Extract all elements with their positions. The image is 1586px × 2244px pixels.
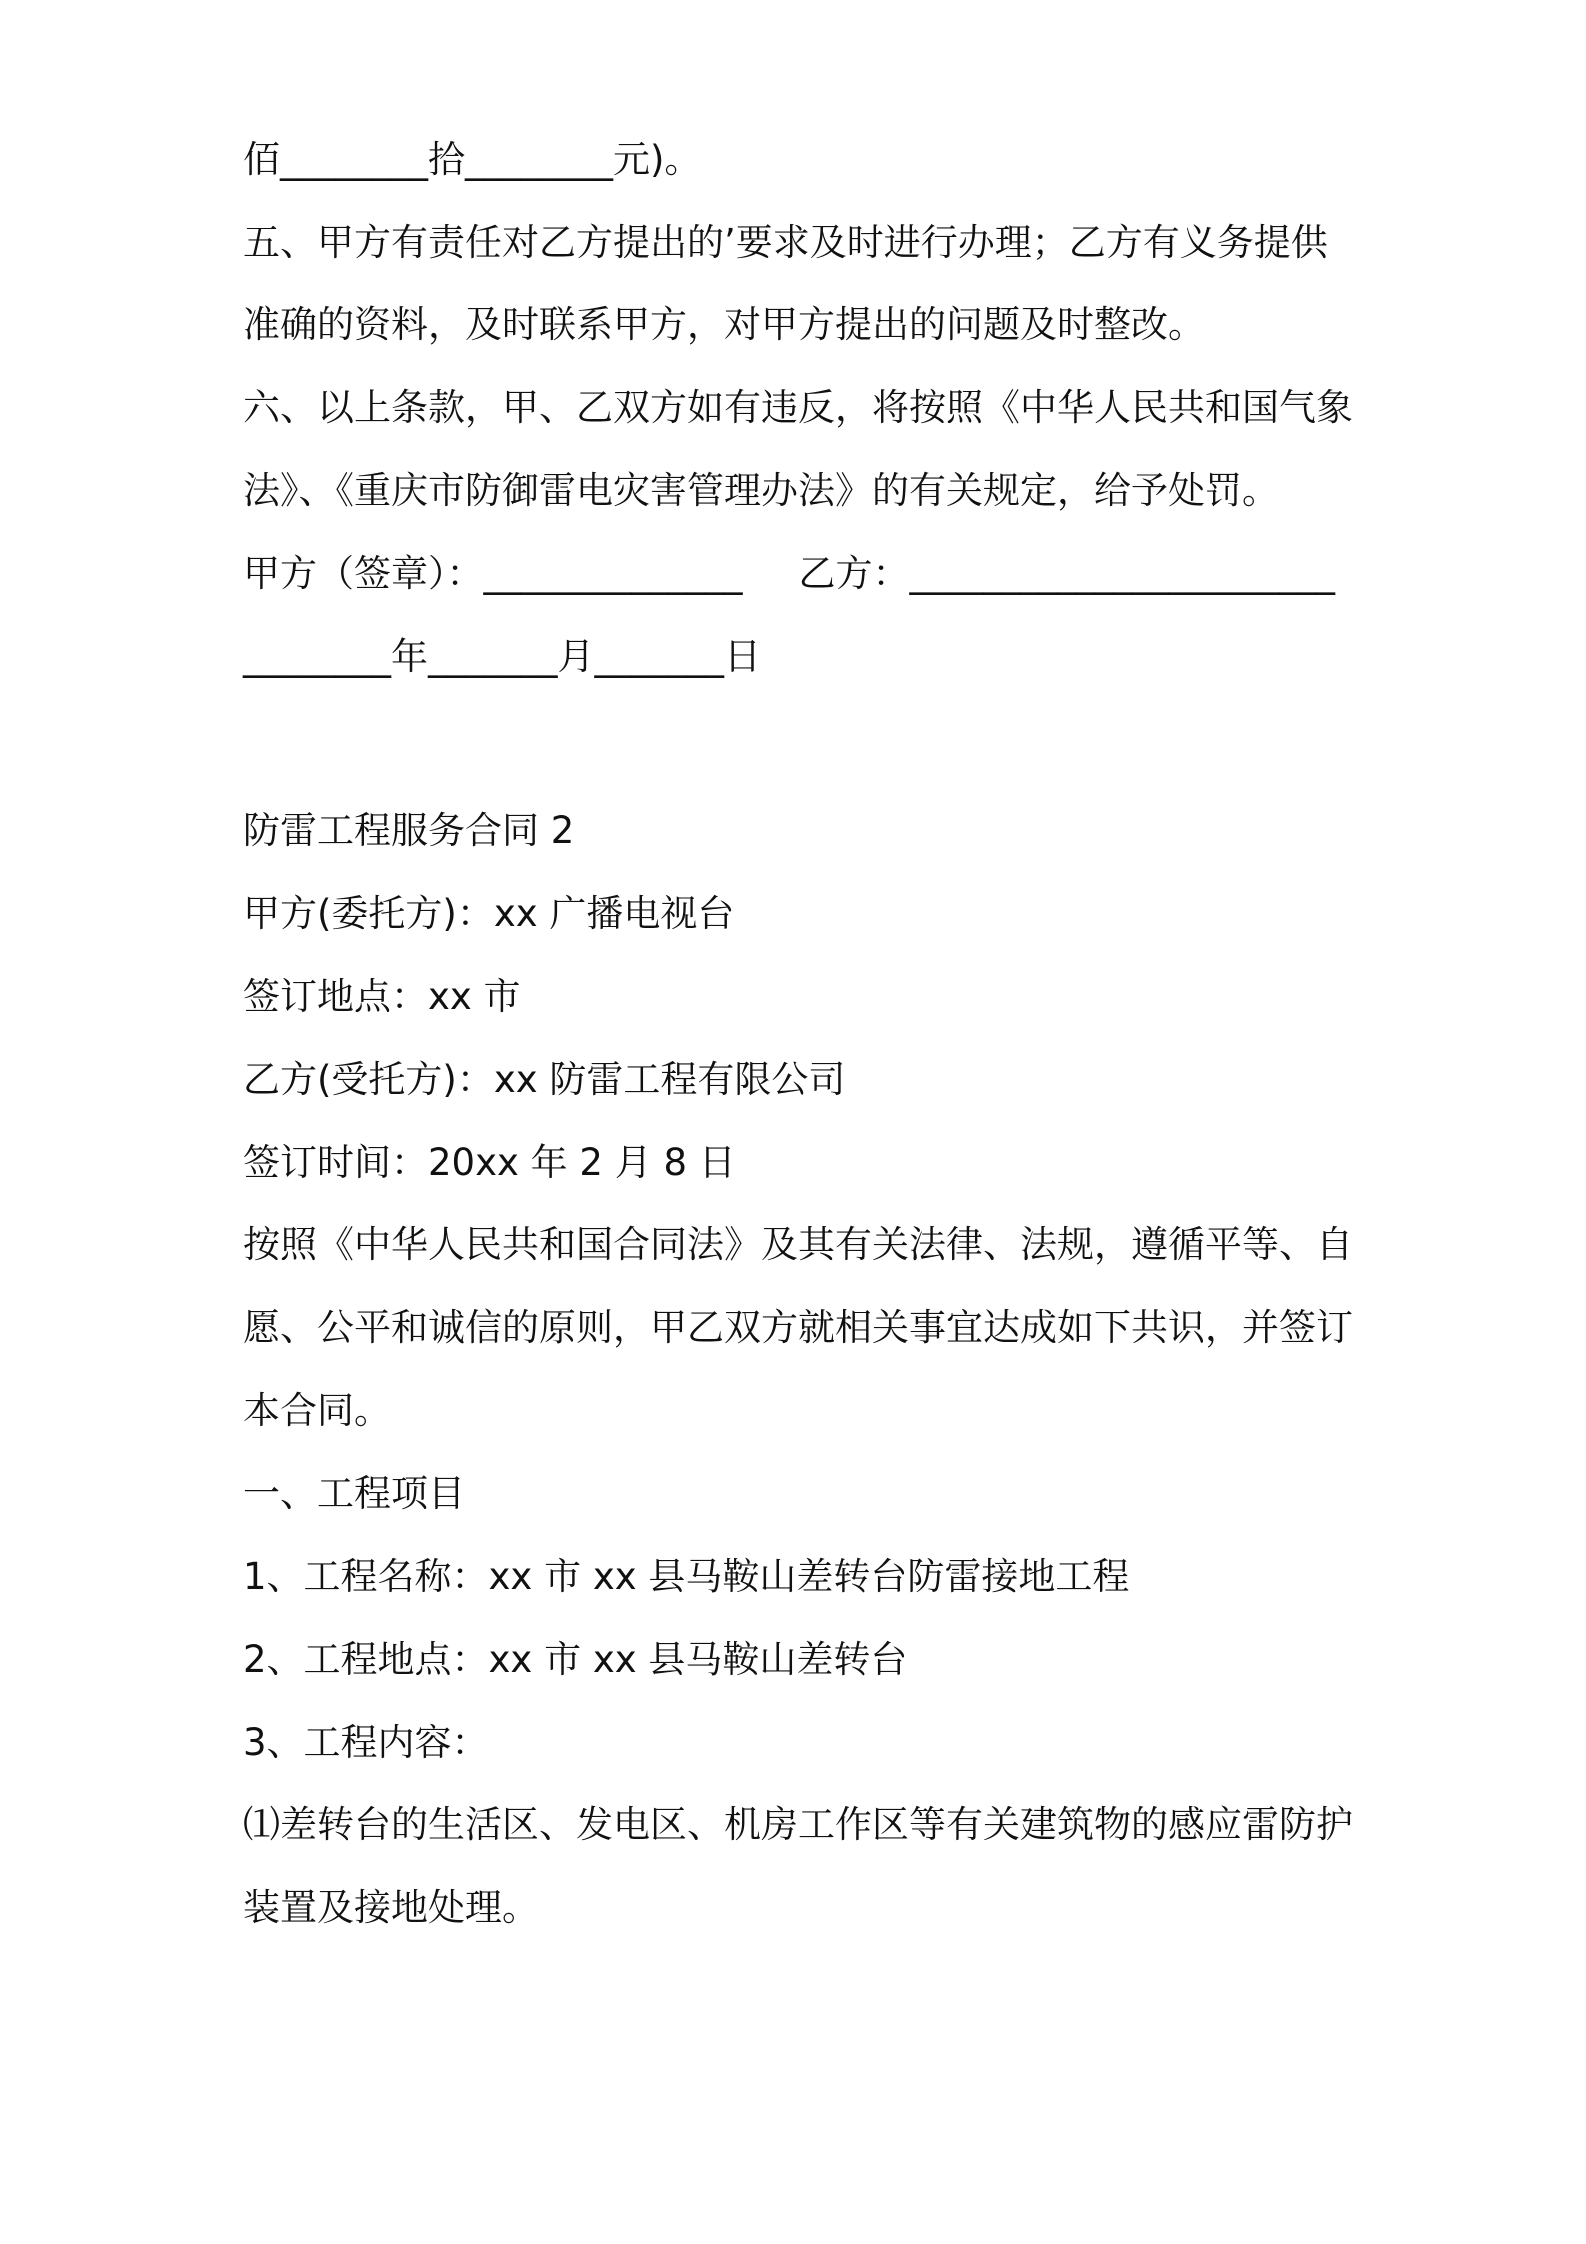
text-line-1: 佰________拾________元)。 bbox=[243, 138, 702, 181]
text-line-4: 六、以上条款，甲、乙双方如有违反，将按照《中华人民共和国气象 bbox=[243, 386, 1353, 429]
section-heading: 一、工程项目 bbox=[243, 1472, 465, 1515]
text-line-13: 按照《中华人民共和国合同法》及其有关法律、法规，遵循平等、自 bbox=[243, 1223, 1353, 1266]
project-content-line: 3、工程内容： bbox=[243, 1721, 489, 1764]
party-a-line: 甲方(委托方)：xx 广播电视台 bbox=[243, 892, 735, 935]
text-line-21: 装置及接地处理。 bbox=[243, 1886, 539, 1929]
project-name-line: 1、工程名称：xx 市 xx 县马鞍山差转台防雷接地工程 bbox=[243, 1555, 1130, 1598]
signing-place-line: 签订地点：xx 市 bbox=[243, 975, 521, 1018]
text-line-14: 愿、公平和诚信的原则，甲乙双方就相关事宜达成如下共识，并签订 bbox=[243, 1306, 1353, 1349]
signing-time-line: 签订时间：20xx 年 2 月 8 日 bbox=[243, 1141, 736, 1184]
party-b-line: 乙方(受托方)：xx 防雷工程有限公司 bbox=[243, 1058, 846, 1101]
text-line-3: 准确的资料，及时联系甲方，对甲方提出的问题及时整改。 bbox=[243, 303, 1205, 346]
party-a-signature: 甲方（签章）：______________ bbox=[243, 552, 743, 595]
party-b-signature: 乙方：_______________________ bbox=[798, 552, 1335, 595]
project-location-line: 2、工程地点：xx 市 xx 县马鞍山差转台 bbox=[243, 1638, 908, 1681]
signature-line bbox=[243, 549, 1363, 599]
contract-title: 防雷工程服务合同 2 bbox=[243, 809, 575, 852]
text-line-20: ⑴差转台的生活区、发电区、机房工作区等有关建筑物的感应雷防护 bbox=[243, 1803, 1353, 1846]
text-line-2: 五、甲方有责任对乙方提出的’要求及时进行办理；乙方有义务提供 bbox=[243, 221, 1328, 264]
text-line-5: 法》、《重庆市防御雷电灾害管理办法》的有关规定，给予处罚。 bbox=[243, 469, 1279, 512]
date-line: ________年_______月_______日 bbox=[243, 635, 761, 678]
text-line-15: 本合同。 bbox=[243, 1389, 391, 1432]
